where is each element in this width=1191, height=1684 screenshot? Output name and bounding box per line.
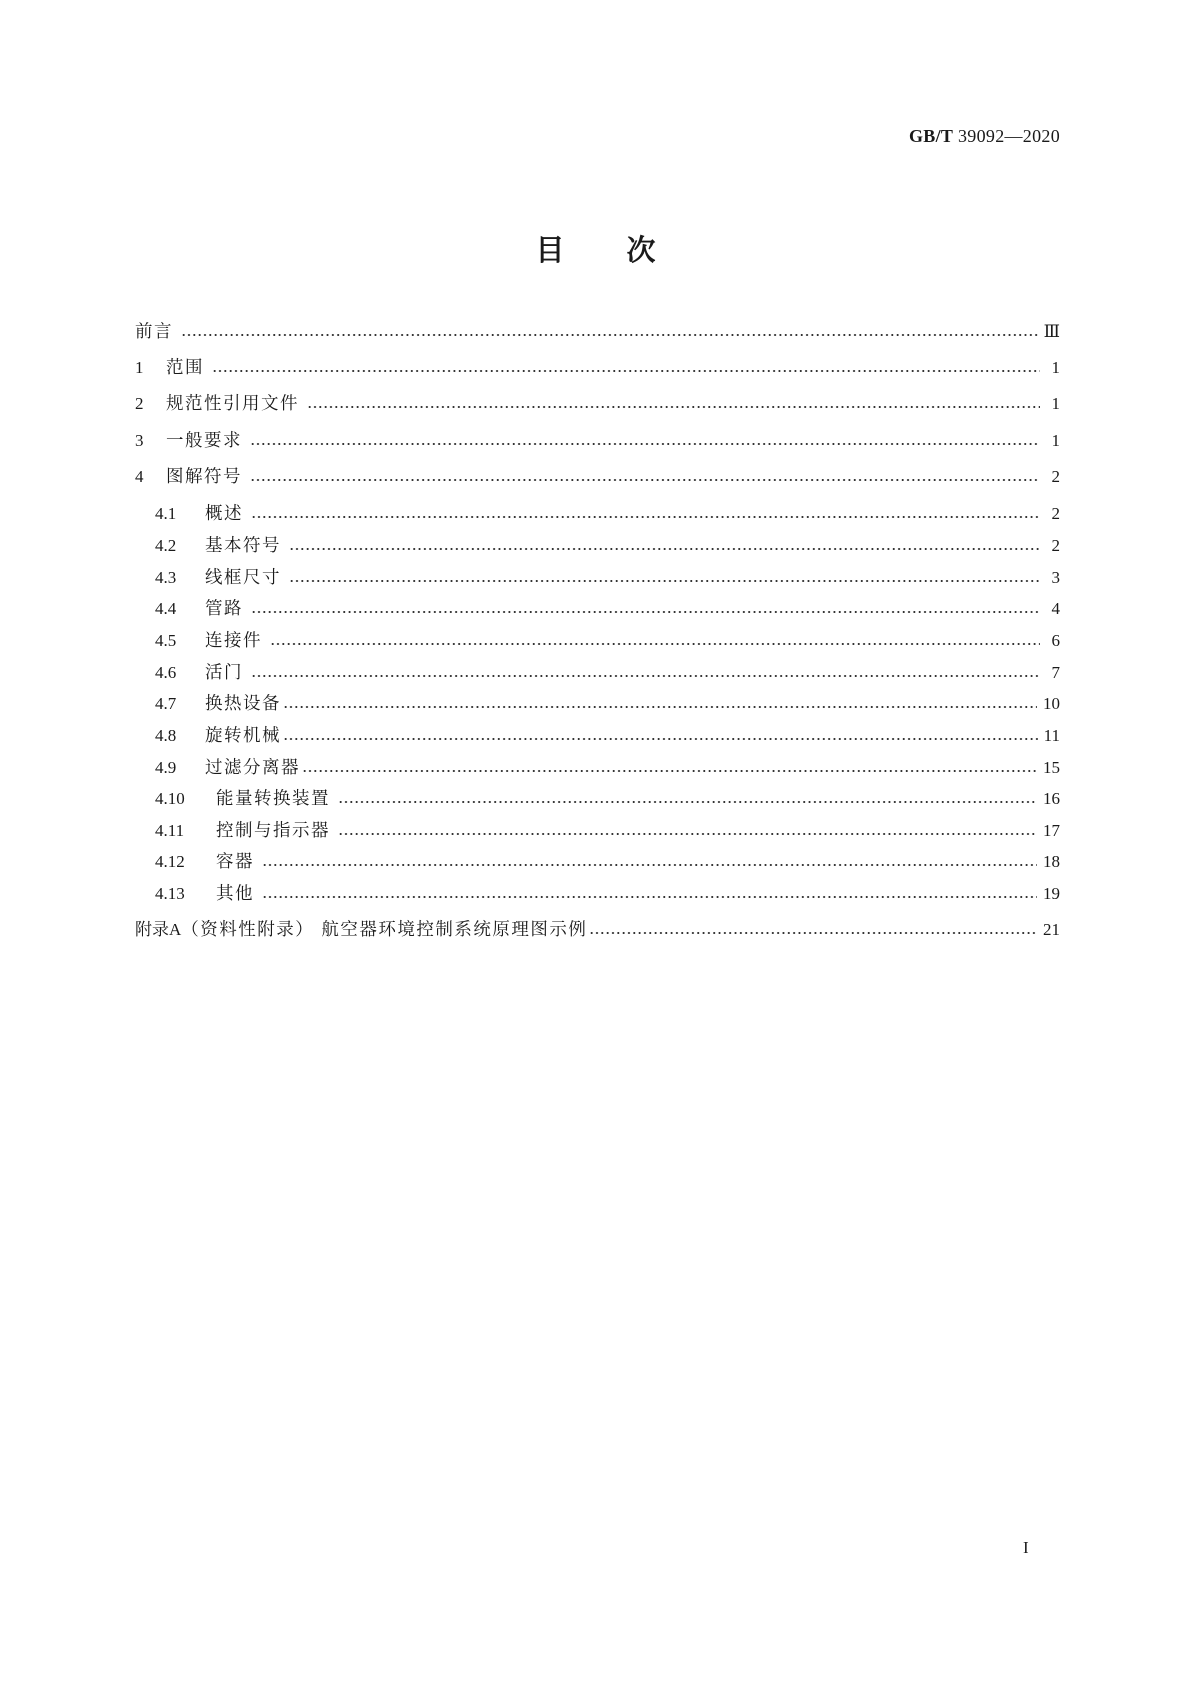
toc-entry-4-7[interactable]: [155, 685, 1060, 715]
toc-entry-label: 范围: [166, 358, 204, 378]
toc-entry-page: 6: [1051, 631, 1060, 650]
dot-leader: [270, 642, 1040, 646]
toc-entry-label: （资料性附录） 航空器环境控制系统原理图示例: [181, 920, 588, 940]
toc-entry-4-8[interactable]: [155, 717, 1060, 747]
toc-entry-4-13[interactable]: [155, 875, 1060, 905]
toc-entry-number: 4.2: [155, 536, 177, 555]
dot-leader: [338, 800, 1037, 804]
toc-entry-number: 4.9: [155, 758, 177, 777]
toc-entry-number: 4.7: [155, 694, 177, 713]
toc-entry-4-1[interactable]: [155, 495, 1060, 525]
toc-entry-4-2[interactable]: [155, 527, 1060, 557]
toc-entry-label: 线框尺寸: [205, 568, 281, 588]
toc-entry-label: 图解符号: [166, 467, 242, 487]
toc-entry-label: 换热设备: [205, 694, 281, 714]
toc-entry-number: 4: [135, 467, 144, 486]
toc-entry-4-11[interactable]: [155, 812, 1060, 842]
dot-leader: [250, 442, 1040, 446]
toc-entry-page: 2: [1051, 504, 1060, 523]
standard-number: [909, 126, 1060, 147]
toc-entry-number: 2: [135, 394, 144, 413]
toc-entry-number: 1: [135, 358, 144, 377]
toc-entry-page: Ⅲ: [1043, 322, 1060, 341]
dot-leader: [262, 863, 1037, 867]
toc-entry-page: 1: [1051, 394, 1060, 413]
dot-leader: [302, 769, 1037, 773]
toc-entry-page: 11: [1043, 726, 1060, 745]
toc-entry-page: 18: [1043, 852, 1060, 871]
toc-entry-label: 控制与指示器: [216, 821, 330, 841]
standard-prefix: GB/T: [908, 126, 954, 146]
toc-entry-label: 管路: [205, 599, 243, 619]
toc-entry-label: 过滤分离器: [205, 758, 300, 778]
dot-leader: [283, 705, 1037, 709]
toc-entry-page: 17: [1043, 821, 1060, 840]
dot-leader: [289, 547, 1040, 551]
toc-entry-4-6[interactable]: [155, 654, 1060, 684]
toc-entry-label: 基本符号: [205, 536, 281, 556]
toc-entry-page: 2: [1051, 536, 1060, 555]
toc-entry-2[interactable]: [135, 385, 1060, 415]
toc-entry-4-9[interactable]: [155, 749, 1060, 779]
toc-entry-page: 1: [1051, 431, 1060, 450]
dot-leader: [262, 895, 1037, 899]
toc-entry-label: 能量转换装置: [216, 789, 330, 809]
toc-entry-page: 10: [1043, 694, 1060, 713]
toc-entry-1[interactable]: [135, 349, 1060, 379]
toc-entry-label: 连接件: [205, 631, 262, 651]
dot-leader: [181, 333, 1038, 337]
toc-entry-page: 16: [1043, 789, 1060, 808]
toc-entry-4-12[interactable]: [155, 843, 1060, 873]
toc-entry-label: 容器: [216, 852, 254, 872]
toc-entry-label: 规范性引用文件: [166, 394, 299, 414]
dot-leader: [338, 832, 1037, 836]
toc-entry-page: 21: [1043, 920, 1060, 939]
toc-entry-4-4[interactable]: [155, 590, 1060, 620]
toc-entry-label: 概述: [205, 504, 243, 524]
dot-leader: [212, 369, 1040, 373]
toc-entry-number: 4.6: [155, 663, 177, 682]
toc-entry-number: 4.4: [155, 599, 177, 618]
toc-entry-4-10[interactable]: [155, 780, 1060, 810]
dot-leader: [250, 478, 1040, 482]
toc-entry-label: 一般要求: [166, 431, 242, 451]
toc-entry-label: 其他: [216, 884, 254, 904]
toc-entry-4-5[interactable]: [155, 622, 1060, 652]
standard-code: 39092—2020: [958, 126, 1060, 146]
toc-entry-number: 4.10: [155, 789, 185, 808]
toc-entry-number: 4.12: [155, 852, 185, 871]
toc-entry-page: 2: [1051, 467, 1060, 486]
dot-leader: [589, 931, 1037, 935]
toc-entry-4[interactable]: [135, 458, 1060, 488]
toc-entry-number: 3: [135, 431, 144, 450]
page-title: 目次: [535, 233, 718, 267]
toc-entry-label: 前言: [135, 322, 173, 342]
page-number: I: [1023, 1538, 1029, 1557]
toc-entry-appendix-a[interactable]: [135, 911, 1060, 941]
toc-entry-preface[interactable]: [135, 313, 1060, 343]
toc-entry-3[interactable]: [135, 422, 1060, 452]
toc-entry-number: 4.11: [155, 821, 185, 840]
toc-entry-label: 旋转机械: [205, 726, 281, 746]
toc-entry-page: 7: [1051, 663, 1060, 682]
dot-leader: [251, 610, 1040, 614]
toc-entry-page: 4: [1051, 599, 1060, 618]
toc-entry-4-3[interactable]: [155, 559, 1060, 589]
dot-leader: [251, 515, 1040, 519]
dot-leader: [289, 579, 1040, 583]
toc-entry-number: 4.13: [155, 884, 185, 903]
toc-entry-page: 3: [1051, 568, 1060, 587]
toc-entry-page: 1: [1051, 358, 1060, 377]
toc-entry-page: 19: [1043, 884, 1060, 903]
toc-entry-number: 4.3: [155, 568, 177, 587]
toc-entry-number: 4.8: [155, 726, 177, 745]
toc-entry-page: 15: [1043, 758, 1060, 777]
dot-leader: [251, 674, 1040, 678]
toc-entry-label: 活门: [205, 663, 243, 683]
toc-entry-number: 附录A: [135, 920, 182, 939]
dot-leader: [307, 405, 1040, 409]
toc-entry-number: 4.1: [155, 504, 177, 523]
toc-entry-number: 4.5: [155, 631, 177, 650]
dot-leader: [283, 737, 1038, 741]
